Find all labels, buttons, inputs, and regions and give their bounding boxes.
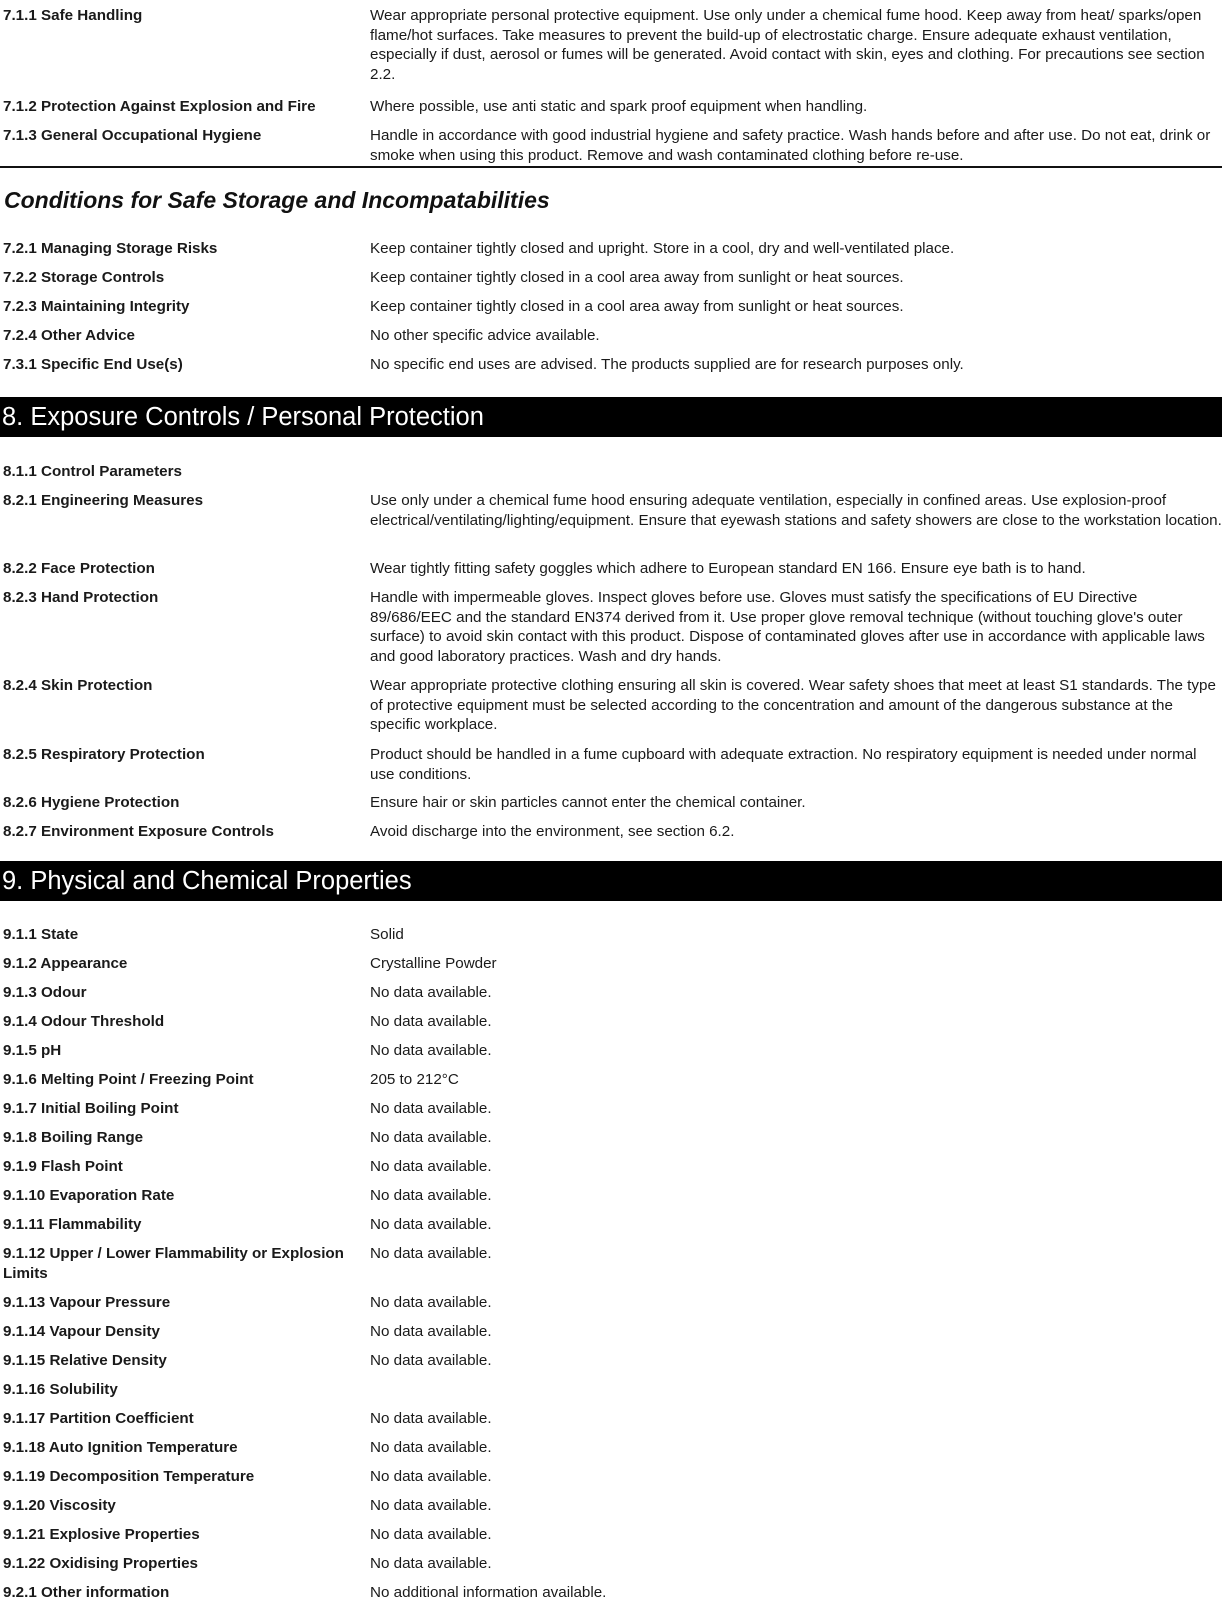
row-label: 8.1.1 Control Parameters	[3, 463, 182, 480]
row-value: No data available.	[370, 1100, 492, 1117]
row-label: 9.2.1 Other information	[3, 1584, 170, 1601]
row-label: 8.2.7 Environment Exposure Controls	[3, 823, 274, 840]
row-label: 9.1.19 Decomposition Temperature	[3, 1468, 255, 1485]
table-row	[0, 1099, 1226, 1128]
table-row	[0, 1554, 1226, 1583]
row-label: 8.2.2 Face Protection	[3, 560, 155, 577]
row-value: No specific end uses are advised. The products supplied are for research purposes only.	[370, 356, 964, 373]
table-row	[0, 1525, 1226, 1554]
row-label: 8.2.5 Respiratory Protection	[3, 746, 205, 763]
table-row	[0, 239, 1226, 268]
row-value: No data available.	[370, 1439, 492, 1456]
table-row	[0, 1496, 1226, 1525]
row-label: 9.1.10 Evaporation Rate	[3, 1187, 175, 1204]
section-9-header	[0, 861, 1222, 901]
row-value: No data available.	[370, 1294, 492, 1311]
table-row	[0, 297, 1226, 326]
row-label: 9.1.11 Flammability	[3, 1216, 142, 1233]
row-value: No data available.	[370, 1323, 492, 1340]
row-value: No data available.	[370, 1042, 492, 1059]
row-value: 205 to 212°C	[370, 1071, 459, 1088]
table-row	[0, 1322, 1226, 1351]
row-value: No data available.	[370, 1410, 492, 1427]
table-row	[0, 1438, 1226, 1467]
storage-table	[0, 239, 1226, 384]
row-label: 9.1.21 Explosive Properties	[3, 1526, 200, 1543]
storage-heading: Conditions for Safe Storage and Incompatabilities	[4, 187, 550, 213]
row-label: 8.2.1 Engineering Measures	[3, 492, 204, 509]
section-divider	[0, 166, 1222, 168]
table-row	[0, 588, 1226, 676]
properties-table	[0, 925, 1226, 1612]
table-row	[0, 1380, 1226, 1409]
table-row	[0, 1409, 1226, 1438]
row-label: 9.1.17 Partition Coefficient	[3, 1410, 194, 1427]
table-row	[0, 462, 1226, 491]
row-label: 9.1.15 Relative Density	[3, 1352, 167, 1369]
row-label: 9.1.9 Flash Point	[3, 1158, 123, 1175]
row-value: Keep container tightly closed and upright. Store in a cool, dry and well-ventilated place.	[370, 240, 955, 257]
table-row	[0, 1186, 1226, 1215]
row-label: 7.1.2 Protection Against Explosion and Fire	[3, 98, 316, 115]
section-8-header	[0, 397, 1222, 437]
row-label: 9.1.18 Auto Ignition Temperature	[3, 1439, 238, 1456]
row-value: Solid	[370, 926, 404, 943]
row-label: 9.1.14 Vapour Density	[3, 1323, 161, 1340]
row-label: 9.1.1 State	[3, 926, 79, 943]
row-label: 8.2.3 Hand Protection	[3, 589, 159, 606]
row-label: 7.2.3 Maintaining Integrity	[3, 298, 190, 315]
table-row	[0, 1128, 1226, 1157]
row-value: No data available.	[370, 1555, 492, 1572]
table-row	[0, 954, 1226, 983]
table-row	[0, 1041, 1226, 1070]
row-value: Avoid discharge into the environment, see section 6.2.	[370, 823, 735, 840]
table-row	[0, 326, 1226, 355]
table-row	[0, 1293, 1226, 1322]
table-row	[0, 822, 1226, 851]
table-row	[0, 355, 1226, 384]
row-value: No data available.	[370, 1129, 492, 1146]
row-value: Handle with impermeable gloves. Inspect gloves before use. Gloves must satisfy the specifications of EU Directive 89/686/EEC and the standard EN374 derived from it. Use proper glove removal technique (without touching glove's outer surface) to avoid skin contact with this product. Dispose of contaminated gloves after use in accordance with applicable laws and good laboratory practices. Wash and dry hands.	[370, 589, 1205, 665]
row-value: No data available.	[370, 1526, 492, 1543]
row-value: Ensure hair or skin particles cannot enter the chemical container.	[370, 794, 806, 811]
exposure-table	[0, 462, 1226, 851]
table-row	[0, 745, 1226, 793]
table-row	[0, 676, 1226, 745]
row-value: Wear appropriate protective clothing ensuring all skin is covered. Wear safety shoes that meet at least S1 standards. The type of protective equipment must be selected according to the concentration and amount of the dangerous substance at the specific workplace.	[370, 677, 1216, 733]
table-row	[0, 6, 1226, 97]
row-value: Product should be handled in a fume cupboard with adequate extraction. No respiratory equipment is needed under normal use conditions.	[370, 746, 1197, 783]
row-value: No data available.	[370, 1468, 492, 1485]
row-label: 9.1.20 Viscosity	[3, 1497, 116, 1514]
row-label: 9.1.2 Appearance	[3, 955, 128, 972]
table-row	[0, 1157, 1226, 1186]
table-row	[0, 1583, 1226, 1612]
row-value: Keep container tightly closed in a cool area away from sunlight or heat sources.	[370, 269, 904, 286]
row-label: 9.1.4 Odour Threshold	[3, 1013, 165, 1030]
row-label: 9.1.7 Initial Boiling Point	[3, 1100, 179, 1117]
row-value: Use only under a chemical fume hood ensuring adequate ventilation, especially in confined areas. Use explosion-proof electrical/ventilating/lighting/equipment. Ensure that eyewash stations and safety showers are close to the workstation location.	[370, 492, 1222, 529]
table-row	[0, 1012, 1226, 1041]
section-title: 9. Physical and Chemical Properties	[2, 867, 412, 895]
row-label: 9.1.8 Boiling Range	[3, 1129, 144, 1146]
row-value: Wear tightly fitting safety goggles which adhere to European standard EN 166. Ensure eye bath is to hand.	[370, 560, 1086, 577]
row-label: 9.1.3 Odour	[3, 984, 87, 1001]
row-value: No data available.	[370, 1216, 492, 1233]
table-row	[0, 1351, 1226, 1380]
table-row	[0, 491, 1226, 559]
row-label: 9.1.6 Melting Point / Freezing Point	[3, 1071, 254, 1088]
table-row	[0, 559, 1226, 588]
table-row	[0, 1244, 1226, 1293]
row-label: 7.3.1 Specific End Use(s)	[3, 356, 183, 373]
section-title: 8. Exposure Controls / Personal Protection	[2, 403, 484, 431]
row-label: 7.2.2 Storage Controls	[3, 269, 165, 286]
table-row	[0, 1070, 1226, 1099]
row-value: No data available.	[370, 1187, 492, 1204]
row-value: Handle in accordance with good industrial hygiene and safety practice. Wash hands before and after use. Do not eat, drink or smoke when using this product. Remove and wash contaminated clothing before re-use.	[370, 127, 1211, 164]
table-row	[0, 1215, 1226, 1244]
row-value: No data available.	[370, 1352, 492, 1369]
table-row	[0, 97, 1226, 126]
row-label: 8.2.4 Skin Protection	[3, 677, 153, 694]
row-label: 7.1.3 General Occupational Hygiene	[3, 127, 262, 144]
row-label: 9.1.13 Vapour Pressure	[3, 1294, 171, 1311]
row-label: 7.1.1 Safe Handling	[3, 7, 143, 24]
row-value: Where possible, use anti static and spark proof equipment when handling.	[370, 98, 868, 115]
row-label: 9.1.12 Upper / Lower Flammability or Explosion Limits	[3, 1245, 344, 1282]
row-label: 9.1.22 Oxidising Properties	[3, 1555, 198, 1572]
row-label: 8.2.6 Hygiene Protection	[3, 794, 180, 811]
row-value: No data available.	[370, 1497, 492, 1514]
row-label: 9.1.5 pH	[3, 1042, 62, 1059]
table-row	[0, 126, 1226, 166]
row-value: Wear appropriate personal protective equipment. Use only under a chemical fume hood. Keep away from heat/ sparks/open flame/hot surfaces. Take measures to prevent the build-up of electrostatic charge. Ensure adequate exhaust ventilation, especially if dust, aerosol or fumes will be generated. Avoid contact with skin, eyes and clothing. For precautions see section 2.2.	[370, 7, 1205, 83]
row-value: No data available.	[370, 984, 492, 1001]
table-row	[0, 793, 1226, 822]
row-label: 7.2.4 Other Advice	[3, 327, 135, 344]
row-value: No data available.	[370, 1245, 492, 1262]
row-label: 9.1.16 Solubility	[3, 1381, 118, 1398]
row-label: 7.2.1 Managing Storage Risks	[3, 240, 218, 257]
table-row	[0, 268, 1226, 297]
row-value: Keep container tightly closed in a cool area away from sunlight or heat sources.	[370, 298, 904, 315]
row-value: No other specific advice available.	[370, 327, 600, 344]
row-value: No additional information available.	[370, 1584, 607, 1601]
handling-table	[0, 6, 1226, 166]
table-row	[0, 925, 1226, 954]
table-row	[0, 983, 1226, 1012]
table-row	[0, 1467, 1226, 1496]
row-value: No data available.	[370, 1013, 492, 1030]
row-value: No data available.	[370, 1158, 492, 1175]
row-value: Crystalline Powder	[370, 955, 497, 972]
